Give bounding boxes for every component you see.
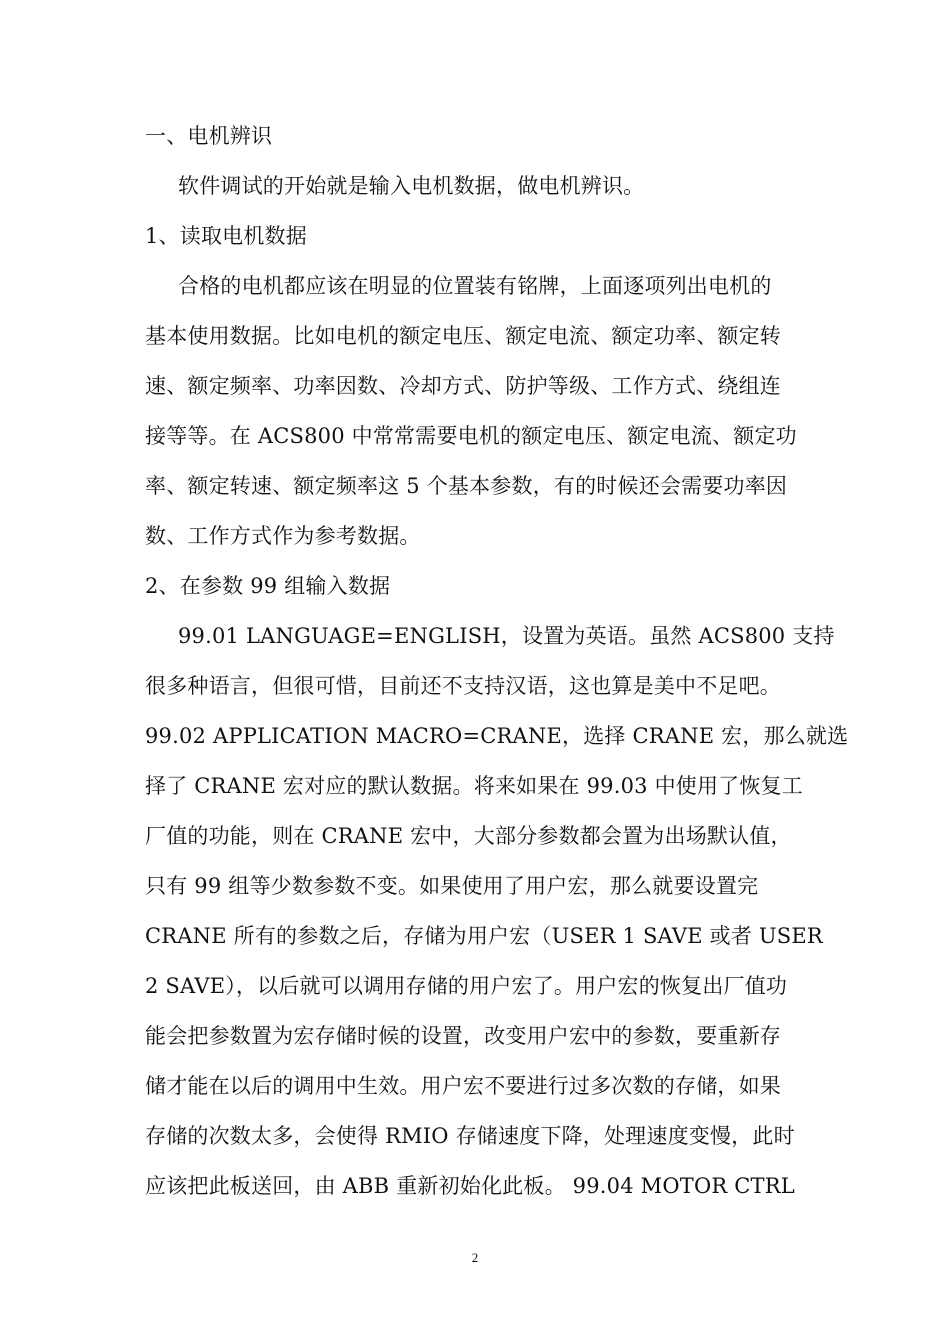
paragraph-line: 合格的电机都应该在明显的位置装有铭牌，上面逐项列出电机的 — [178, 274, 772, 298]
paragraph-line: 率、额定转速、额定频率这 5 个基本参数，有的时候还会需要功率因 — [145, 474, 788, 498]
paragraph-line: 2 SAVE），以后就可以调用存储的用户宏了。用户宏的恢复出厂值功 — [145, 974, 788, 998]
paragraph-line: 能会把参数置为宏存储时候的设置，改变用户宏中的参数，要重新存 — [145, 1024, 781, 1048]
paragraph-line: 应该把此板送回，由 ABB 重新初始化此板。 99.04 MOTOR CTRL — [145, 1174, 795, 1198]
paragraph-line: 存储的次数太多，会使得 RMIO 存储速度下降，处理速度变慢，此时 — [145, 1124, 795, 1148]
paragraph-line: 99.01 LANGUAGE=ENGLISH，设置为英语。虽然 ACS800 支持 — [178, 624, 835, 648]
paragraph-line: 接等等。在 ACS800 中常常需要电机的额定电压、额定电流、额定功 — [145, 424, 797, 448]
subsection-title-2: 2、在参数 99 组输入数据 — [145, 574, 391, 598]
subsection-title-1: 1、读取电机数据 — [145, 224, 307, 248]
paragraph-line: CRANE 所有的参数之后，存储为用户宏（USER 1 SAVE 或者 USER — [145, 924, 823, 948]
intro-paragraph: 软件调试的开始就是输入电机数据，做电机辨识。 — [178, 174, 645, 198]
paragraph-line: 99.02 APPLICATION MACRO=CRANE，选择 CRANE 宏，那么就选 — [145, 724, 849, 748]
paragraph-line: 数、工作方式作为参考数据。 — [145, 524, 421, 548]
paragraph-line: 择了 CRANE 宏对应的默认数据。将来如果在 99.03 中使用了恢复工 — [145, 774, 803, 798]
paragraph-line: 很多种语言，但很可惜，目前还不支持汉语，这也算是美中不足吧。 — [145, 674, 781, 698]
section-heading: 一、电机辨识 — [145, 124, 273, 148]
paragraph-line: 只有 99 组等少数参数不变。如果使用了用户宏，那么就要设置完 — [145, 874, 759, 898]
paragraph-line: 基本使用数据。比如电机的额定电压、额定电流、额定功率、额定转 — [145, 324, 781, 348]
paragraph-line: 厂值的功能，则在 CRANE 宏中，大部分参数都会置为出场默认值， — [145, 824, 792, 848]
paragraph-line: 储才能在以后的调用中生效。用户宏不要进行过多次数的存储，如果 — [145, 1074, 781, 1098]
page-number: 2 — [471, 1250, 479, 1265]
paragraph-line: 速、额定频率、功率因数、冷却方式、防护等级、工作方式、绕组连 — [145, 374, 781, 398]
